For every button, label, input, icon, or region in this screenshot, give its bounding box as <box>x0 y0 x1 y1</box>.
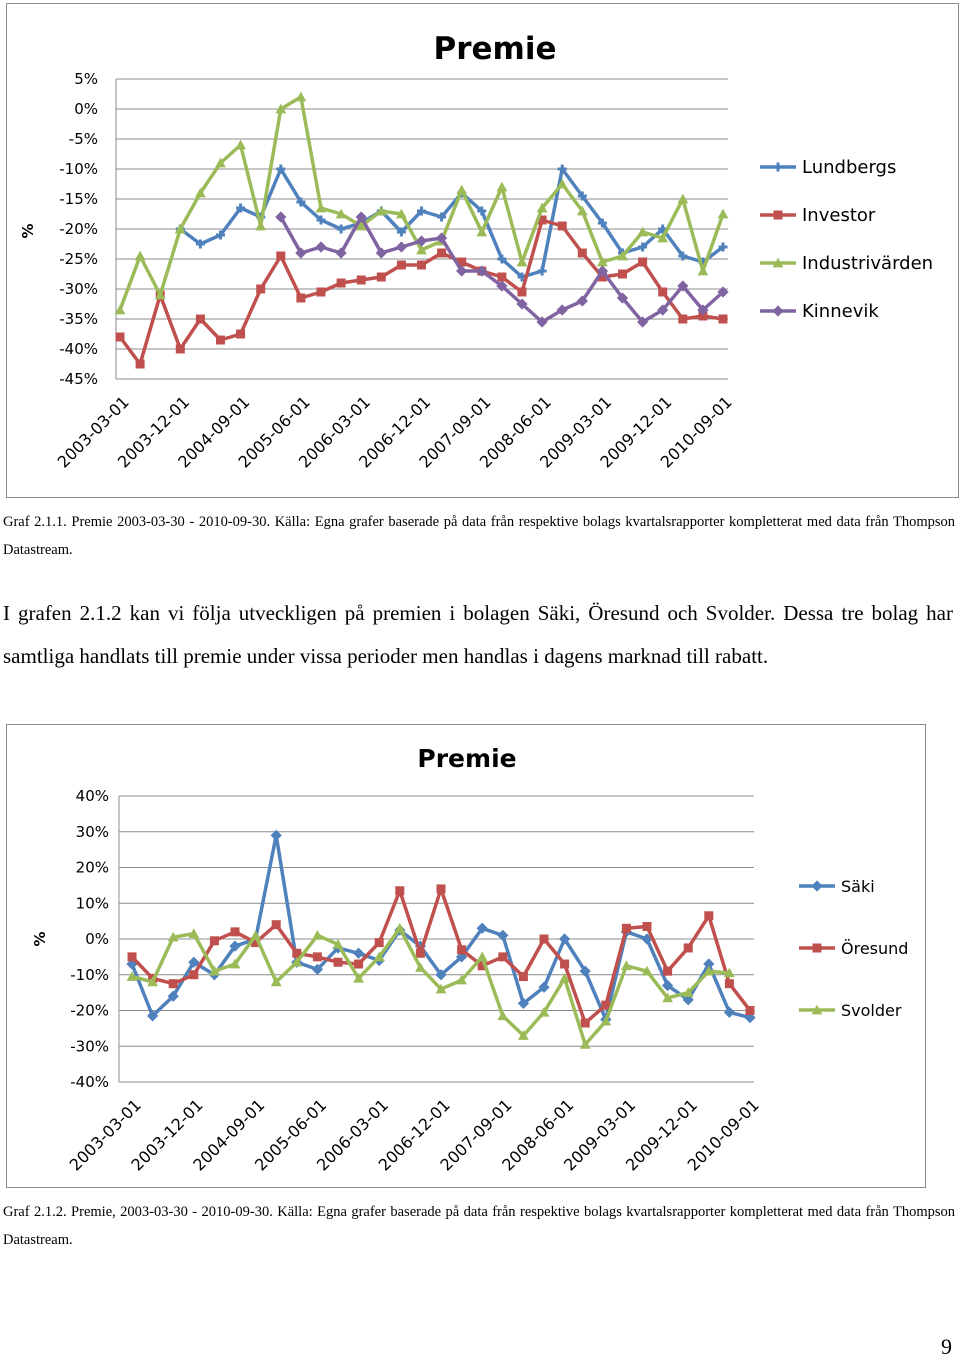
chart2-point-oresund <box>663 967 672 976</box>
chart1-point-investor <box>276 252 285 261</box>
chart1-point-industrivarden <box>296 92 307 102</box>
chart1-point-industrivarden <box>255 221 266 231</box>
chart2-y-tick-label: 10% <box>75 894 109 913</box>
chart1-point-investor <box>256 285 265 294</box>
chart2-legend-svolder <box>799 1001 902 1020</box>
chart2-y-tick-label: 20% <box>75 858 109 877</box>
chart1-point-investor <box>618 270 627 279</box>
chart1-y-tick-label: -20% <box>59 220 98 238</box>
chart1-point-industrivarden <box>497 182 508 192</box>
chart1-x-tick-label: 2003-03-01 <box>53 392 133 472</box>
chart2-series-oresund <box>128 884 755 1027</box>
chart2-point-oresund <box>498 952 507 961</box>
chart1-point-investor <box>196 315 205 324</box>
chart2-y-tick-label: -30% <box>70 1037 109 1056</box>
chart1-y-tick-label: 5% <box>74 70 98 88</box>
chart1-point-investor <box>317 288 326 297</box>
chart2-point-svolder <box>477 951 488 961</box>
chart2-point-oresund <box>581 1019 590 1028</box>
chart2-ylabel: % <box>31 931 49 947</box>
chart1-point-investor <box>678 315 687 324</box>
chart2-point-svolder <box>250 930 261 940</box>
chart1-point-investor <box>397 261 406 270</box>
chart1-y-tick-label: -10% <box>59 160 98 178</box>
chart1-legend-label: Investor <box>802 205 876 226</box>
chart1-x-ticks <box>54 392 736 471</box>
chart2-svg <box>7 725 925 1187</box>
chart2-y-tick-label: 0% <box>85 930 109 948</box>
chart2-point-oresund <box>560 960 569 969</box>
chart2-legend-marker <box>811 880 822 891</box>
page-number: 9 <box>941 1334 952 1359</box>
chart2-point-oresund <box>395 886 404 895</box>
chart2-x-tick-label: 2009-03-01 <box>560 1095 640 1175</box>
chart2-y-tick-label: 40% <box>75 787 109 805</box>
chart1-legend-marker <box>774 163 783 172</box>
chart1-x-tick-label: 2008-06-01 <box>475 392 555 472</box>
figure-caption-1: Graf 2.1.1. Premie 2003-03-30 - 2010-09-30. Källa: Egna grafer baserade på data från respektive bolags kvartalsrapporter kompletterat med data från Thompson Datastream. <box>3 514 955 558</box>
chart2-point-oresund <box>334 958 343 967</box>
chart1-y-tick-label: -40% <box>59 340 98 358</box>
chart2-line-svolder <box>132 928 729 1044</box>
chart1-y-tick-label: -30% <box>59 280 98 298</box>
chart2-legend-saki <box>799 877 875 896</box>
chart2-point-oresund <box>231 927 240 936</box>
chart1-legend-lundbergs <box>760 157 896 178</box>
chart-premie-saki-oresund-svolder <box>6 724 926 1188</box>
chart2-point-oresund <box>354 960 363 969</box>
chart2-x-tick-label: 2003-03-01 <box>65 1095 145 1175</box>
chart1-legend-kinnevik <box>760 301 879 322</box>
chart1-line-industrivarden <box>120 97 723 310</box>
chart1-x-tick-label: 2007-09-01 <box>415 392 495 472</box>
chart1-y-tick-label: 0% <box>74 100 98 118</box>
chart2-y-tick-label: -20% <box>70 1001 109 1020</box>
chart1-point-investor <box>236 330 245 339</box>
chart1-point-investor <box>558 222 567 231</box>
chart2-point-svolder <box>312 930 323 940</box>
chart2-point-oresund <box>457 945 466 954</box>
chart1-point-investor <box>176 345 185 354</box>
chart2-point-oresund <box>128 952 137 961</box>
chart1-point-investor <box>136 360 145 369</box>
chart1-x-tick-label: 2009-03-01 <box>536 392 616 472</box>
chart1-legend-investor <box>760 205 876 226</box>
chart2-point-oresund <box>169 979 178 988</box>
chart1-point-kinnevik <box>315 241 326 252</box>
chart2-series-saki <box>126 830 755 1025</box>
chart2-point-svolder <box>394 923 405 933</box>
chart2-x-tick-label: 2006-03-01 <box>312 1095 393 1175</box>
chart2-y-ticks <box>70 787 109 1091</box>
chart1-x-tick-label: 2010-09-01 <box>656 392 736 472</box>
chart1-gridlines <box>116 79 728 379</box>
chart2-x-tick-label: 2005-06-01 <box>251 1095 331 1175</box>
chart1-point-industrivarden <box>135 251 146 261</box>
chart1-point-investor <box>638 258 647 267</box>
chart2-legend-label: Öresund <box>841 939 909 958</box>
chart1-x-tick-label: 2006-03-01 <box>294 392 375 472</box>
chart1-point-industrivarden <box>456 185 467 195</box>
chart1-point-investor <box>377 273 386 282</box>
chart1-point-industrivarden <box>698 266 709 276</box>
chart1-y-tick-label: -45% <box>59 370 98 388</box>
chart2-legend-label: Svolder <box>841 1001 902 1020</box>
chart1-point-investor <box>719 315 728 324</box>
chart1-x-tick-label: 2004-09-01 <box>174 392 254 472</box>
chart-premie-investment-companies <box>6 3 959 498</box>
chart2-x-tick-label: 2006-12-01 <box>374 1095 454 1175</box>
chart1-point-investor <box>216 336 225 345</box>
chart1-y-tick-label: -25% <box>59 250 98 268</box>
chart2-legend-marker <box>813 944 822 953</box>
chart1-point-investor <box>296 294 305 303</box>
chart2-point-oresund <box>272 920 281 929</box>
chart1-legend-marker <box>772 305 783 316</box>
chart2-point-oresund <box>622 924 631 933</box>
chart1-point-investor <box>658 288 667 297</box>
chart2-point-svolder <box>497 1010 508 1020</box>
chart1-point-lundbergs <box>538 267 547 276</box>
chart2-point-oresund <box>519 972 528 981</box>
chart2-x-ticks <box>66 1095 763 1174</box>
chart2-x-tick-label: 2010-09-01 <box>683 1095 763 1175</box>
chart2-point-oresund <box>416 949 425 958</box>
chart2-point-oresund <box>313 952 322 961</box>
chart1-title: Premie <box>433 31 557 67</box>
chart1-point-investor <box>437 249 446 258</box>
chart2-line-oresund <box>132 889 750 1023</box>
chart1-point-industrivarden <box>517 257 528 267</box>
chart1-svg <box>7 4 958 497</box>
chart1-x-tick-label: 2006-12-01 <box>355 392 435 472</box>
chart2-y-tick-label: -10% <box>70 965 109 984</box>
chart2-x-tick-label: 2003-12-01 <box>127 1095 207 1175</box>
chart2-y-tick-label: 30% <box>75 822 109 841</box>
chart2-y-tick-label: -40% <box>70 1073 109 1091</box>
chart1-point-investor <box>518 288 527 297</box>
chart2-x-tick-label: 2007-09-01 <box>436 1095 516 1175</box>
chart2-point-saki <box>724 1007 735 1018</box>
chart2-point-oresund <box>643 922 652 931</box>
chart2-point-saki <box>353 948 364 959</box>
chart1-ylabel: % <box>19 223 37 239</box>
chart1-point-industrivarden <box>718 209 729 219</box>
chart1-y-tick-label: -5% <box>68 130 98 148</box>
chart1-legend-label: Lundbergs <box>802 157 897 178</box>
chart1-y-tick-label: -35% <box>59 310 98 328</box>
chart2-point-oresund <box>189 970 198 979</box>
chart2-point-oresund <box>684 943 693 952</box>
figure-caption-2: Graf 2.1.2. Premie, 2003-03-30 - 2010-09-30. Källa: Egna grafer baserade på data från respektive bolags kvartalsrapporter kompletterat med data från Thompson Datastream. <box>3 1204 955 1248</box>
chart1-x-tick-label: 2005-06-01 <box>234 392 314 472</box>
chart2-point-oresund <box>725 979 734 988</box>
body-paragraph: I grafen 2.1.2 kan vi följa utveckligen på premien i bolagen Säki, Öresund och Svolder. Dessa tre bolag har samtliga handlats till premie under vissa perioder men handlas i dagens marknad till rabatt. <box>3 601 953 668</box>
chart1-point-investor <box>357 276 366 285</box>
chart1-x-tick-label: 2003-12-01 <box>113 392 194 472</box>
chart1-series-industrivarden <box>115 92 729 315</box>
chart2-point-oresund <box>540 935 549 944</box>
chart2-legend-oresund <box>799 939 908 958</box>
chart1-point-industrivarden <box>677 194 688 204</box>
chart1-legend-industrivarden <box>760 253 933 274</box>
chart1-legend-label: Industrivärden <box>802 253 934 274</box>
chart2-title: Premie <box>417 744 517 773</box>
chart2-legend-label: Säki <box>841 877 875 896</box>
chart1-y-tick-label: -15% <box>59 190 98 208</box>
chart2-point-oresund <box>210 936 219 945</box>
chart2-x-tick-label: 2008-06-01 <box>498 1095 578 1175</box>
chart2-point-oresund <box>437 884 446 893</box>
chart1-point-investor <box>497 273 506 282</box>
chart1-legend-label: Kinnevik <box>802 301 879 322</box>
chart2-point-oresund <box>704 911 713 920</box>
chart1-y-ticks <box>59 70 98 388</box>
chart2-point-oresund <box>746 1006 755 1015</box>
chart2-x-tick-label: 2009-12-01 <box>621 1095 702 1175</box>
chart2-point-oresund <box>375 938 384 947</box>
chart1-point-kinnevik <box>396 241 407 252</box>
chart1-point-industrivarden <box>235 140 246 150</box>
chart1-point-investor <box>578 249 587 258</box>
chart2-x-tick-label: 2004-09-01 <box>189 1095 269 1175</box>
chart1-point-investor <box>116 333 125 342</box>
chart1-point-investor <box>337 279 346 288</box>
chart1-x-tick-label: 2009-12-01 <box>596 392 676 472</box>
chart1-legend-marker <box>774 211 783 220</box>
chart1-point-investor <box>417 261 426 270</box>
